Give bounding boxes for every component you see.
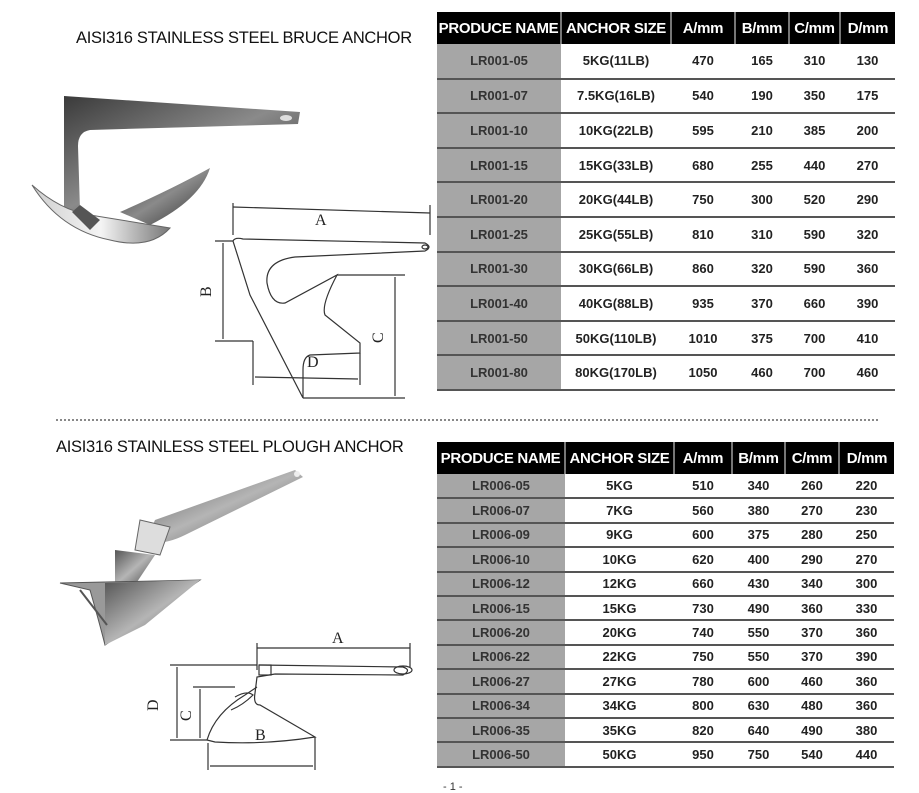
cell-d-mm: 390 — [840, 286, 895, 321]
cell-anchor-size: 35KG — [565, 718, 674, 742]
table-row — [437, 474, 894, 498]
table-row — [437, 547, 894, 571]
cell-b-mm: 190 — [735, 79, 789, 114]
cell-anchor-size: 15KG(33LB) — [561, 148, 671, 183]
cell-a-mm: 750 — [671, 182, 735, 217]
cell-anchor-size: 25KG(55LB) — [561, 217, 671, 252]
cell-b-mm: 370 — [735, 286, 789, 321]
cell-d-mm: 380 — [839, 718, 894, 742]
header-c-mm: C/mm — [785, 442, 839, 474]
cell-c-mm: 350 — [789, 79, 840, 114]
cell-produce-name: LR001-07 — [437, 79, 561, 114]
cell-a-mm: 820 — [674, 718, 732, 742]
cell-c-mm: 520 — [789, 182, 840, 217]
cell-c-mm: 440 — [789, 148, 840, 183]
cell-produce-name: LR006-15 — [437, 596, 565, 620]
cell-b-mm: 210 — [735, 113, 789, 148]
cell-d-mm: 270 — [839, 547, 894, 571]
table-row — [437, 596, 894, 620]
cell-a-mm: 810 — [671, 217, 735, 252]
table-row — [437, 79, 895, 114]
cell-d-mm: 200 — [840, 113, 895, 148]
plough-anchor-spec-table — [437, 442, 894, 768]
cell-a-mm: 800 — [674, 694, 732, 718]
cell-a-mm: 935 — [671, 286, 735, 321]
diagram-label-a: A — [332, 630, 344, 647]
diagram-label-b: B — [255, 727, 266, 744]
cell-anchor-size: 15KG — [565, 596, 674, 620]
cell-a-mm: 950 — [674, 742, 732, 766]
cell-b-mm: 255 — [735, 148, 789, 183]
cell-a-mm: 780 — [674, 669, 732, 693]
cell-anchor-size: 5KG(11LB) — [561, 44, 671, 79]
table-row — [437, 182, 895, 217]
header-d-mm: D/mm — [840, 12, 895, 44]
cell-d-mm: 360 — [839, 669, 894, 693]
diagram-label-d: D — [145, 699, 162, 711]
cell-b-mm: 750 — [732, 742, 785, 766]
cell-a-mm: 730 — [674, 596, 732, 620]
cell-c-mm: 370 — [785, 645, 839, 669]
table-row — [437, 252, 895, 287]
cell-b-mm: 310 — [735, 217, 789, 252]
cell-b-mm: 630 — [732, 694, 785, 718]
cell-b-mm: 380 — [732, 498, 785, 522]
cell-a-mm: 470 — [671, 44, 735, 79]
table-row — [437, 217, 895, 252]
cell-anchor-size: 7.5KG(16LB) — [561, 79, 671, 114]
cell-produce-name: LR006-12 — [437, 572, 565, 596]
table-header-row — [437, 12, 895, 44]
cell-c-mm: 385 — [789, 113, 840, 148]
table-row — [437, 669, 894, 693]
header-b-mm: B/mm — [732, 442, 785, 474]
cell-anchor-size: 27KG — [565, 669, 674, 693]
diagram-label-b: B — [198, 286, 215, 297]
cell-b-mm: 550 — [732, 620, 785, 644]
cell-anchor-size: 9KG — [565, 523, 674, 547]
cell-anchor-size: 22KG — [565, 645, 674, 669]
cell-c-mm: 540 — [785, 742, 839, 766]
cell-c-mm: 270 — [785, 498, 839, 522]
cell-d-mm: 440 — [839, 742, 894, 766]
table-row — [437, 44, 895, 79]
cell-b-mm: 400 — [732, 547, 785, 571]
header-produce-name: PRODUCE NAME — [437, 442, 565, 474]
cell-anchor-size: 20KG — [565, 620, 674, 644]
table-row — [437, 498, 894, 522]
cell-d-mm: 175 — [840, 79, 895, 114]
header-produce-name: PRODUCE NAME — [437, 12, 561, 44]
bruce-anchor-spec-table — [437, 12, 895, 391]
cell-produce-name: LR001-15 — [437, 148, 561, 183]
cell-a-mm: 1010 — [671, 321, 735, 356]
cell-d-mm: 390 — [839, 645, 894, 669]
cell-anchor-size: 30KG(66LB) — [561, 252, 671, 287]
cell-d-mm: 300 — [839, 572, 894, 596]
cell-c-mm: 590 — [789, 252, 840, 287]
cell-d-mm: 290 — [840, 182, 895, 217]
cell-anchor-size: 10KG — [565, 547, 674, 571]
section-separator — [56, 419, 878, 421]
cell-b-mm: 640 — [732, 718, 785, 742]
table-row — [437, 355, 895, 390]
cell-a-mm: 540 — [671, 79, 735, 114]
cell-produce-name: LR001-80 — [437, 355, 561, 390]
cell-d-mm: 220 — [839, 474, 894, 498]
table-row — [437, 286, 895, 321]
cell-c-mm: 700 — [789, 321, 840, 356]
plough-anchor-diagram — [135, 625, 415, 775]
header-anchor-size: ANCHOR SIZE — [565, 442, 674, 474]
table-row — [437, 718, 894, 742]
bruce-anchor-diagram — [195, 195, 435, 395]
cell-produce-name: LR006-05 — [437, 474, 565, 498]
cell-d-mm: 250 — [839, 523, 894, 547]
cell-a-mm: 680 — [671, 148, 735, 183]
cell-a-mm: 595 — [671, 113, 735, 148]
cell-b-mm: 320 — [735, 252, 789, 287]
cell-a-mm: 510 — [674, 474, 732, 498]
table-row — [437, 321, 895, 356]
cell-c-mm: 660 — [789, 286, 840, 321]
cell-d-mm: 330 — [839, 596, 894, 620]
cell-produce-name: LR006-22 — [437, 645, 565, 669]
cell-a-mm: 660 — [674, 572, 732, 596]
cell-produce-name: LR001-10 — [437, 113, 561, 148]
cell-c-mm: 370 — [785, 620, 839, 644]
cell-c-mm: 260 — [785, 474, 839, 498]
cell-b-mm: 165 — [735, 44, 789, 79]
cell-a-mm: 560 — [674, 498, 732, 522]
cell-a-mm: 740 — [674, 620, 732, 644]
cell-c-mm: 360 — [785, 596, 839, 620]
cell-d-mm: 410 — [840, 321, 895, 356]
cell-produce-name: LR006-10 — [437, 547, 565, 571]
header-b-mm: B/mm — [735, 12, 789, 44]
cell-produce-name: LR001-25 — [437, 217, 561, 252]
cell-anchor-size: 50KG — [565, 742, 674, 766]
page-number: - 1 - — [443, 781, 463, 793]
cell-anchor-size: 80KG(170LB) — [561, 355, 671, 390]
cell-b-mm: 375 — [732, 523, 785, 547]
cell-c-mm: 490 — [785, 718, 839, 742]
cell-produce-name: LR006-50 — [437, 742, 565, 766]
cell-anchor-size: 40KG(88LB) — [561, 286, 671, 321]
cell-produce-name: LR006-09 — [437, 523, 565, 547]
cell-b-mm: 340 — [732, 474, 785, 498]
cell-b-mm: 375 — [735, 321, 789, 356]
cell-d-mm: 360 — [840, 252, 895, 287]
diagram-label-a: A — [315, 212, 327, 229]
table-row — [437, 620, 894, 644]
cell-anchor-size: 12KG — [565, 572, 674, 596]
cell-c-mm: 290 — [785, 547, 839, 571]
cell-c-mm: 280 — [785, 523, 839, 547]
header-c-mm: C/mm — [789, 12, 840, 44]
cell-produce-name: LR001-40 — [437, 286, 561, 321]
cell-a-mm: 600 — [674, 523, 732, 547]
cell-anchor-size: 10KG(22LB) — [561, 113, 671, 148]
diagram-label-c: C — [178, 710, 195, 721]
cell-produce-name: LR006-34 — [437, 694, 565, 718]
table-row — [437, 148, 895, 183]
cell-d-mm: 320 — [840, 217, 895, 252]
cell-produce-name: LR006-35 — [437, 718, 565, 742]
table-row — [437, 572, 894, 596]
cell-anchor-size: 50KG(110LB) — [561, 321, 671, 356]
cell-a-mm: 1050 — [671, 355, 735, 390]
diagram-label-d: D — [307, 354, 319, 371]
diagram-label-c: C — [370, 332, 387, 343]
cell-produce-name: LR006-20 — [437, 620, 565, 644]
cell-b-mm: 300 — [735, 182, 789, 217]
table-row — [437, 113, 895, 148]
cell-anchor-size: 7KG — [565, 498, 674, 522]
cell-a-mm: 860 — [671, 252, 735, 287]
cell-produce-name: LR001-50 — [437, 321, 561, 356]
table-row — [437, 645, 894, 669]
cell-d-mm: 360 — [839, 694, 894, 718]
table-row — [437, 523, 894, 547]
cell-c-mm: 340 — [785, 572, 839, 596]
cell-c-mm: 590 — [789, 217, 840, 252]
header-a-mm: A/mm — [674, 442, 732, 474]
cell-c-mm: 310 — [789, 44, 840, 79]
cell-b-mm: 490 — [732, 596, 785, 620]
cell-d-mm: 270 — [840, 148, 895, 183]
cell-anchor-size: 34KG — [565, 694, 674, 718]
cell-b-mm: 550 — [732, 645, 785, 669]
cell-c-mm: 460 — [785, 669, 839, 693]
table-row — [437, 742, 894, 766]
cell-produce-name: LR001-20 — [437, 182, 561, 217]
cell-b-mm: 430 — [732, 572, 785, 596]
header-a-mm: A/mm — [671, 12, 735, 44]
cell-produce-name: LR006-27 — [437, 669, 565, 693]
cell-produce-name: LR006-07 — [437, 498, 565, 522]
header-anchor-size: ANCHOR SIZE — [561, 12, 671, 44]
header-d-mm: D/mm — [839, 442, 894, 474]
cell-d-mm: 130 — [840, 44, 895, 79]
table-row — [437, 694, 894, 718]
cell-d-mm: 460 — [840, 355, 895, 390]
plough-anchor-title: AISI316 STAINLESS STEEL PLOUGH ANCHOR — [56, 438, 404, 456]
cell-b-mm: 460 — [735, 355, 789, 390]
cell-b-mm: 600 — [732, 669, 785, 693]
bruce-anchor-title: AISI316 STAINLESS STEEL BRUCE ANCHOR — [76, 29, 412, 47]
cell-produce-name: LR001-30 — [437, 252, 561, 287]
cell-d-mm: 360 — [839, 620, 894, 644]
cell-c-mm: 700 — [789, 355, 840, 390]
cell-a-mm: 620 — [674, 547, 732, 571]
cell-c-mm: 480 — [785, 694, 839, 718]
table-header-row — [437, 442, 894, 474]
cell-a-mm: 750 — [674, 645, 732, 669]
cell-anchor-size: 5KG — [565, 474, 674, 498]
cell-produce-name: LR001-05 — [437, 44, 561, 79]
cell-anchor-size: 20KG(44LB) — [561, 182, 671, 217]
cell-d-mm: 230 — [839, 498, 894, 522]
